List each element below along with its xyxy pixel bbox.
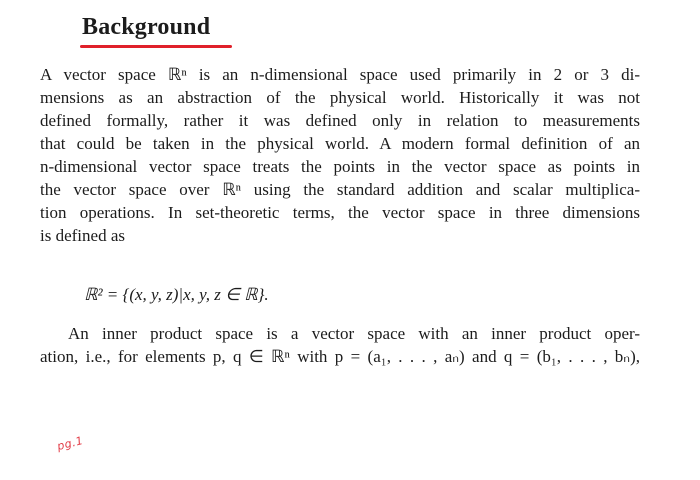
paragraph-line: A vector space ℝⁿ is an n-dimensional space used primarily in 2 or 3 di-	[40, 65, 640, 84]
paragraph-line: that could be taken in the physical world. A modern formal definition of an	[40, 134, 640, 153]
paragraph-inner-product	[40, 322, 640, 368]
handwritten-page-note: pg.1	[55, 433, 85, 454]
section-title: Background	[82, 14, 211, 40]
display-equation: ℝ² = {(x, y, z)|x, y, z ∈ ℝ}.	[84, 285, 269, 304]
paragraph-line: n-dimensional vector space treats the points in the vector space as points in	[40, 157, 640, 176]
paragraph-line: the vector space over ℝⁿ using the standard addition and scalar multiplica-	[40, 180, 640, 199]
paragraph-line: mensions as an abstraction of the physical world. Historically it was not	[40, 88, 640, 107]
paragraph-line: ation, i.e., for elements p, q ∈ ℝⁿ with p = (a₁, . . . , aₙ) and q = (b₁, . . . , bₙ),	[40, 347, 640, 366]
paragraph-line: defined formally, rather it was defined only in relation to measurements	[40, 111, 640, 130]
paragraph-line: tion operations. In set-theoretic terms, the vector space in three dimensions	[40, 203, 640, 222]
paragraph-line: is defined as	[40, 226, 125, 245]
paragraph-vector-space	[40, 63, 640, 247]
paragraph-line: An inner product space is a vector space with an inner product oper-	[68, 324, 640, 343]
title-underline	[80, 45, 232, 48]
